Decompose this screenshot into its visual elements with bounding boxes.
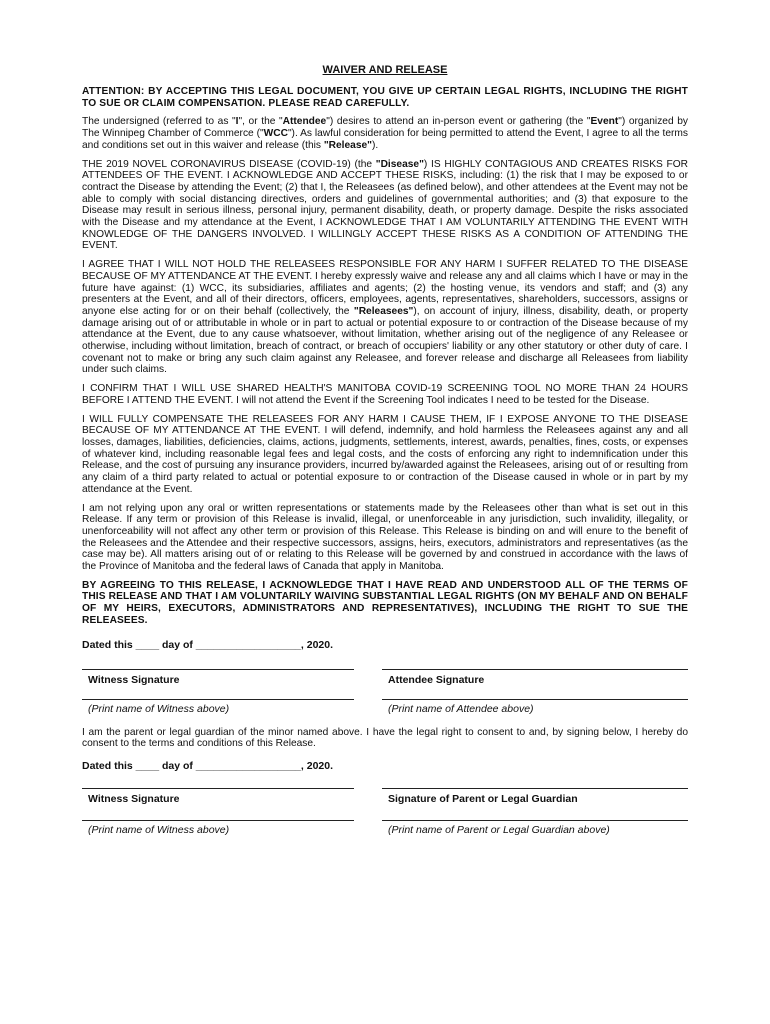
text-run: ") organized by The Winnipeg Chamber of Commerce ("	[82, 116, 688, 140]
witness-print-label: (Print name of Witness above)	[88, 702, 230, 715]
text-run: ", or the "	[238, 116, 283, 128]
waiver-document	[82, 64, 688, 858]
attendee-print-name-field[interactable]	[382, 699, 688, 715]
dated-line-guardian: Dated this ____ day of __________________, 2020.	[82, 759, 334, 772]
defined-term-releasees: "Releasees"	[353, 305, 414, 317]
text-run: ).	[372, 139, 379, 151]
defined-term-attendee: Attendee	[282, 116, 327, 128]
defined-term-i: I	[235, 116, 239, 128]
defined-term-wcc: WCC	[263, 128, 288, 140]
witness-print-label-2: (Print name of Witness above)	[88, 823, 230, 836]
general-paragraph: I am not relying upon any oral or written representations or statements made by the Releasees other than what is set out in this Release. If any term or provision of this Release is invalid, illegal, or unenforceable in any jurisdiction, such invalidity, illegality, or unenforceability will not affect any other term or provision of this Release. This Release is binding on and will enure to the benefit of the Releasees and the Attendee and their respective successors, assigns, heirs, executors, administrators and representatives (as the case may be). All matters arising out of or relating to this Release will be governed by and construed in accordance with the laws of the Province of Manitoba and the federal laws of Canada that apply in Manitoba.	[82, 502, 688, 573]
text-run: ") desires to attend an in-person event or gathering (the "	[326, 116, 591, 128]
guardian-signature-field[interactable]	[382, 788, 688, 805]
defined-term-release: "Release"	[323, 139, 372, 151]
indemnity-paragraph: I WILL FULLY COMPENSATE THE RELEASEES FOR ANY HARM I CAUSE THEM, IF I EXPOSE ANYONE TO THE DISEASE BECAUSE OF MY ATTENDANCE AT THE EVENT. I will defend, indemnify, and hold harmless the Releasees against any and all losses, damages, liabilities, deficiencies, claims, actions, judgments, settlements, interest, awards, penalties, fines, costs, or expenses of whatever kind, including reasonable legal fees and legal costs, and the costs of enforcing any right to indemnification under this Release, and the cost of pursuing any insurance providers, incurred by/awarded against the Releasees, arising out of or resulting from any claim of a third party related to actual or potential exposure to or contraction of the Disease caused in whole or in part by my attendance at the Event.	[82, 413, 688, 495]
guardian-print-name-field[interactable]	[382, 820, 688, 836]
attendee-signature-label: Attendee Signature	[388, 673, 485, 686]
guardian-consent-paragraph: I am the parent or legal guardian of the minor named above. I have the legal right to consent to and, by signing below, I hereby do consent to the terms and conditions of this Release.	[82, 726, 688, 750]
witness-print-name-field-2[interactable]	[82, 820, 354, 836]
attention-paragraph: ATTENTION: BY ACCEPTING THIS LEGAL DOCUMENT, YOU GIVE UP CERTAIN LEGAL RIGHTS, INCLUDING THE RIGHT TO SUE OR CLAIM COMPENSATION. PLEASE READ CAREFULLY.	[82, 86, 688, 109]
defined-term-disease: "Disease"	[375, 158, 424, 170]
guardian-print-label: (Print name of Parent or Legal Guardian above)	[388, 823, 610, 836]
text-run: The undersigned (referred to as "	[82, 116, 236, 128]
guardian-print-row	[82, 820, 688, 858]
defined-term-event: Event	[590, 116, 619, 128]
witness-print-name-field[interactable]	[82, 699, 354, 715]
print-name-row	[82, 699, 688, 737]
document-title: WAIVER AND RELEASE	[322, 64, 448, 76]
text-run: I AGREE THAT I WILL NOT HOLD THE RELEASEES RESPONSIBLE FOR ANY HARM I SUFFER RELATED TO THE DISEASE BECAUSE OF MY ATTENDANCE AT THE EVENT. I hereby expressly waive and release any and all claims which I have or may in the future have against: (1) WCC, its subsidiaries, affiliates and agents; (2) the hosting venue, its vendors and staff; and (3) any presenters at the Event, and all of their directors, officers, employees, agents, representatives, shareholders, successors, assigns or anyone else acting for or on their behalf (collectively, the	[82, 259, 688, 317]
witness-signature-label: Witness Signature	[88, 673, 180, 686]
text-run: ) IS HIGHLY CONTAGIOUS AND CREATES RISKS FOR ATTENDEES OF THE EVENT. I ACKNOWLEDGE AND ACCEPT THESE RISKS, including: (1) the risk that I may be exposed to or contract the Disease by attending the Event; (2) that I, the Releasees (as defined below), and other attendees at the Event may not be able to comply with social distancing directives, orders and guidelines of governmental authorities; and (3) that exposure to the Disease may result in serious illness, personal injury, permanent disability, death, or property damage. Despite the risks associated with the Disease and my attendance at the Event, I ACKNOWLEDGE THAT I AM VOLUNTARILY ATTENDING THE EVENT WITH KNOWLEDGE OF THE DANGERS INVOLVED. I WILLINGLY ACCEPT THESE RISKS AS A CONDITION OF ATTENDING THE EVENT.	[82, 158, 688, 252]
witness-signature-field[interactable]	[82, 669, 354, 686]
text-run: ), on account of injury, illness, disability, death, or property damage arising out of or attributable in whole or in part to actual or potential exposure to or contraction of the Disease because of my attendance at the Event, due to any cause whatsoever, without limitation, whether arising out of the negligence of any Releasee or otherwise, including without limitation, breach of contract, or breach of occupiers' liability or any other statutory or other duty of care. I covenant not to make or bring any such claim against any Releasee, and forever release and discharge all Releasees from liability under such claims.	[82, 305, 688, 376]
guardian-signature-label: Signature of Parent or Legal Guardian	[388, 792, 578, 805]
witness-signature-field-2[interactable]	[82, 788, 354, 805]
attendee-signature-field[interactable]	[382, 669, 688, 686]
disease-paragraph	[82, 159, 688, 253]
acknowledgement-paragraph: BY AGREEING TO THIS RELEASE, I ACKNOWLEDGE THAT I HAVE READ AND UNDERSTOOD ALL OF THE TERMS OF THIS RELEASE AND THAT I AM VOLUNTARILY WAIVING SUBSTANTIAL LEGAL RIGHTS (ON MY BEHALF AND ON BEHALF OF MY HEIRS, EXECUTORS, ADMINISTRATORS AND REPRESENTATIVES), INCLUDING THE RIGHT TO SUE THE RELEASEES.	[82, 579, 688, 626]
release-paragraph	[82, 259, 688, 376]
intro-paragraph	[82, 116, 688, 151]
text-run: THE 2019 NOVEL CORONAVIRUS DISEASE (COVID-19) (the	[82, 158, 376, 170]
text-run: "). As lawful consideration for being permitted to attend the Event, I agree to all the terms and conditions set out in this waiver and release (this	[82, 128, 688, 151]
screening-paragraph: I CONFIRM THAT I WILL USE SHARED HEALTH'S MANITOBA COVID-19 SCREENING TOOL NO MORE THAN 24 HOURS BEFORE I ATTEND THE EVENT. I will not attend the Event if the Screening Tool indicates I need to be tested for the Disease.	[82, 383, 688, 406]
attendee-print-label: (Print name of Attendee above)	[388, 702, 534, 715]
witness-signature-label-2: Witness Signature	[88, 792, 180, 805]
dated-line: Dated this ____ day of __________________, 2020.	[82, 638, 334, 651]
